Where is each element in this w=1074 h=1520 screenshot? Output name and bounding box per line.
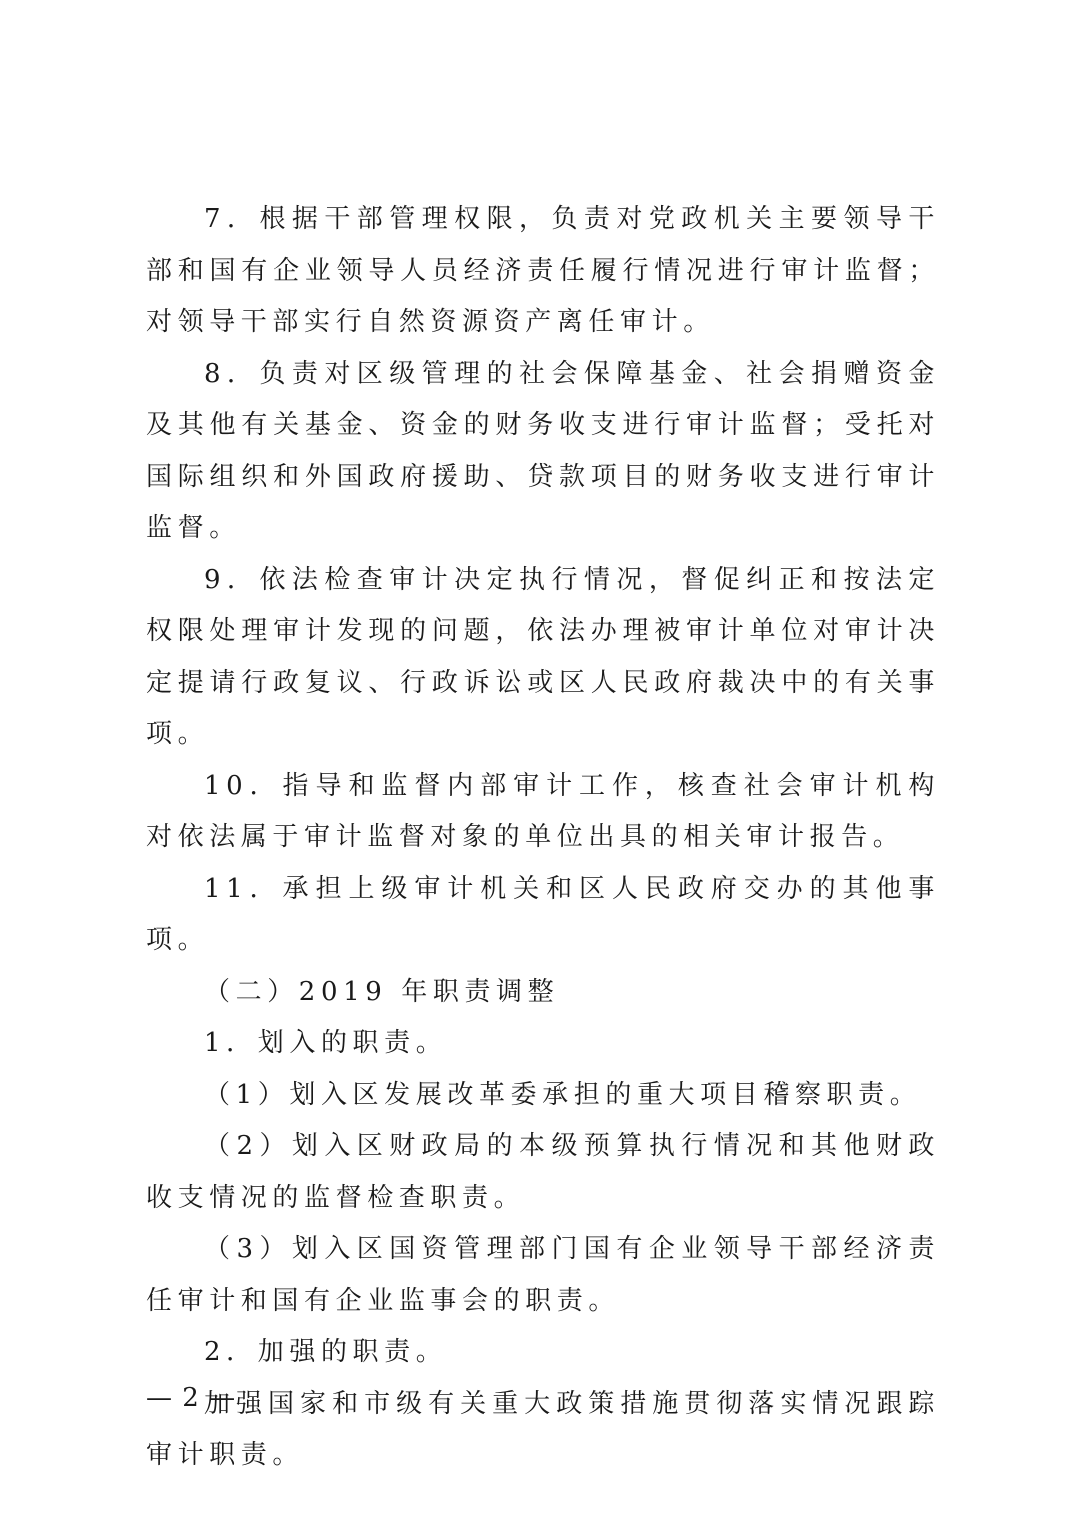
paragraph-duty-9: 9．依法检查审计决定执行情况，督促纠正和按法定权限处理审计发现的问题，依法办理被审计单位对审计决定提请行政复议、行政诉讼或区人民政府裁决中的有关事项。 xyxy=(146,564,940,749)
subheading-strengthened-duties: 2．加强的职责。 xyxy=(204,1337,448,1367)
section-heading-2019-adjustment: （二）2019 年职责调整 xyxy=(204,976,560,1007)
paragraph-duty-10: 10．指导和监督内部审计工作，核查社会审计机构对依法属于审计监督对象的单位出具的相关审计报告。 xyxy=(146,770,940,852)
subheading-transferred-duties: 1．划入的职责。 xyxy=(204,1028,448,1058)
paragraph-transferred-1: （1）划入区发展改革委承担的重大项目稽察职责。 xyxy=(204,1079,922,1110)
document-body xyxy=(146,194,940,1482)
paragraph-transferred-2: （2）划入区财政局的本级预算执行情况和其他财政收支情况的监督检查职责。 xyxy=(146,1131,940,1213)
paragraph-strengthened-1: 加强国家和市级有关重大政策措施贯彻落实情况跟踪审计职责。 xyxy=(146,1388,940,1470)
paragraph-duty-8: 8．负责对区级管理的社会保障基金、社会捐赠资金及其他有关基金、资金的财务收支进行审计监督；受托对国际组织和外国政府援助、贷款项目的财务收支进行审计监督。 xyxy=(146,358,940,543)
page-number: — 2 — xyxy=(146,1383,237,1413)
paragraph-duty-11: 11．承担上级审计机关和区人民政府交办的其他事项。 xyxy=(146,873,940,955)
paragraph-transferred-3: （3）划入区国资管理部门国有企业领导干部经济责任审计和国有企业监事会的职责。 xyxy=(146,1234,940,1316)
paragraph-duty-7: 7．根据干部管理权限，负责对党政机关主要领导干部和国有企业领导人员经济责任履行情况进行审计监督；对领导干部实行自然资源资产离任审计。 xyxy=(146,204,940,337)
